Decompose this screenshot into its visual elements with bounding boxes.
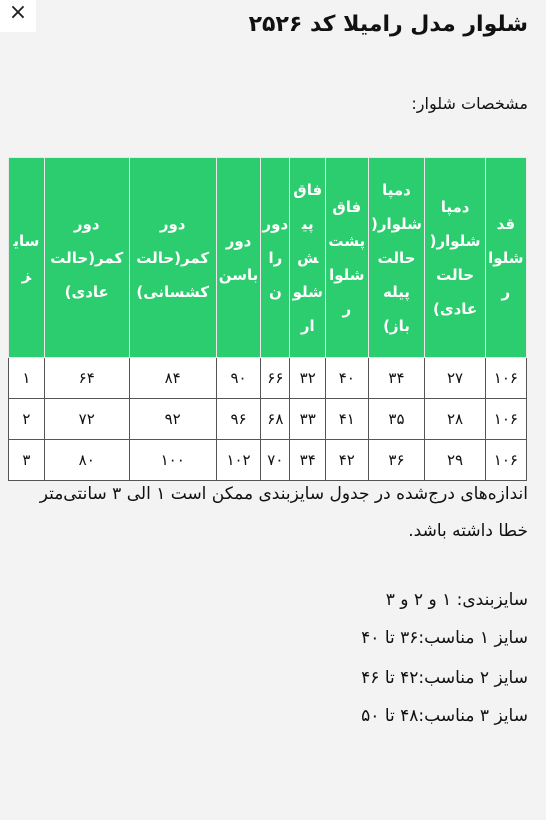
size1-fit: سایز ۱ مناسب:۳۶ تا ۴۰: [361, 628, 528, 648]
table-cell: ۶۸: [261, 399, 290, 440]
header-hip: دور باسن: [216, 158, 261, 358]
table-cell: ۳۶: [368, 440, 425, 481]
table-cell: ۴۲: [326, 440, 368, 481]
table-header-row: [9, 158, 527, 358]
table-cell: ۹۰: [216, 358, 261, 399]
table-cell: ۶۴: [44, 358, 129, 399]
table-cell: ۳۴: [368, 358, 425, 399]
header-back-rise: فاق پشت شلوار: [326, 158, 368, 358]
spec-label: مشخصات شلوار:: [411, 94, 528, 113]
header-hem-open: دمپا شلوار(حالت پیله باز): [368, 158, 425, 358]
header-front-rise: فاق پیش شلوار: [290, 158, 326, 358]
table-cell: ۱۰۶: [485, 440, 526, 481]
table-cell: ۲۹: [425, 440, 485, 481]
product-title: شلوار مدل رامیلا کد ۲۵۲۶: [248, 12, 528, 37]
table-cell: ۷۲: [44, 399, 129, 440]
close-icon[interactable]: ×: [0, 0, 36, 32]
table-cell: ۱۰۶: [485, 358, 526, 399]
table-cell: ۸۰: [44, 440, 129, 481]
table-cell: ۱: [9, 358, 45, 399]
table-cell: ۱۰۲: [216, 440, 261, 481]
table-cell: ۳۲: [290, 358, 326, 399]
size2-fit: سایز ۲ مناسب:۴۲ تا ۴۶: [361, 668, 528, 688]
header-size: سایز: [9, 158, 45, 358]
table-cell: ۴۱: [326, 399, 368, 440]
table-row: [9, 399, 527, 440]
header-waist-normal: دور کمر(حالت عادی): [44, 158, 129, 358]
table-cell: ۹۲: [129, 399, 216, 440]
table-cell: ۳۴: [290, 440, 326, 481]
table-cell: ۴۰: [326, 358, 368, 399]
header-thigh: دور ران: [261, 158, 290, 358]
table-cell: ۷۰: [261, 440, 290, 481]
table-cell: ۹۶: [216, 399, 261, 440]
size-table: [8, 157, 527, 481]
table-cell: ۱۰۰: [129, 440, 216, 481]
table-cell: ۱۰۶: [485, 399, 526, 440]
table-cell: ۶۶: [261, 358, 290, 399]
sizing-line: سایزبندی: ۱ و ۲ و ۳: [385, 590, 528, 610]
header-waist-stretch: دور کمر(حالت کشسانی): [129, 158, 216, 358]
size3-fit: سایز ۳ مناسب:۴۸ تا ۵۰: [361, 706, 528, 726]
header-height: قد شلوار: [485, 158, 526, 358]
table-cell: ۳۳: [290, 399, 326, 440]
table-cell: ۲۸: [425, 399, 485, 440]
header-hem-normal: دمپا شلوار(حالت عادی): [425, 158, 485, 358]
table-cell: ۲۷: [425, 358, 485, 399]
table-cell: ۳۵: [368, 399, 425, 440]
sizing-note: اندازه‌های درج‌شده در جدول سایزبندی ممکن است ۱ الی ۳ سانتی‌متر خطا داشته باشد.: [39, 484, 528, 541]
table-cell: ۸۴: [129, 358, 216, 399]
table-row: [9, 440, 527, 481]
table-cell: ۳: [9, 440, 45, 481]
table-row: [9, 358, 527, 399]
table-cell: ۲: [9, 399, 45, 440]
